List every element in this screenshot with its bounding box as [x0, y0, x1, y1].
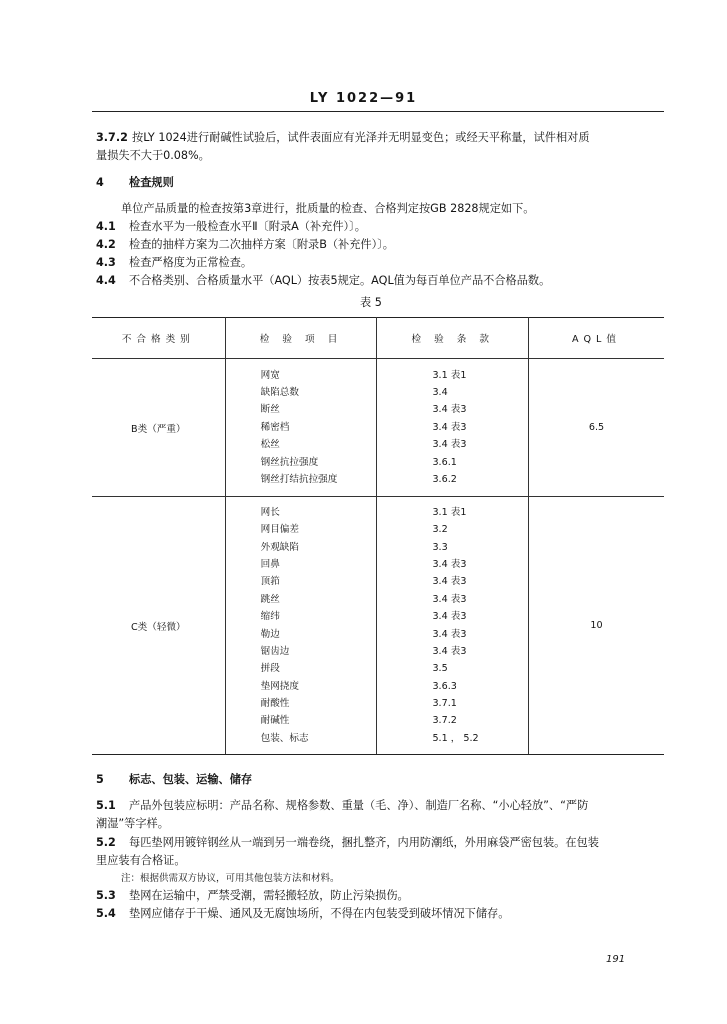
- list-item: 3.6.2: [432, 473, 457, 485]
- clause-number: 3.7.2: [96, 131, 128, 144]
- list-item: 5.1 ， 5.2: [432, 732, 479, 744]
- list-item: 稀密档: [260, 421, 290, 433]
- clause-4-3: [96, 256, 252, 270]
- list-item: 拼段: [260, 663, 280, 675]
- list-item: 3.4 表3: [432, 439, 467, 451]
- list-item: 3.2: [432, 524, 448, 536]
- list-item: 3.4: [432, 387, 448, 399]
- list-item: 缺陷总数: [260, 387, 299, 399]
- clause-4-2: [96, 238, 394, 252]
- clause-5-3: [96, 889, 409, 903]
- clause-number: 4.2: [96, 238, 116, 251]
- inspection-items-list: [227, 504, 376, 747]
- list-item: 钢丝抗拉强度: [260, 456, 319, 468]
- page-number: 191: [606, 954, 626, 965]
- list-item: 3.4 表3: [432, 593, 467, 605]
- section-4-heading: [96, 176, 174, 190]
- table-row-group-b: [92, 359, 664, 497]
- aql-cell: 10: [528, 497, 664, 755]
- clause-text: 不合格类别、合格质量水平（AQL）按表5规定。AQL值为每百单位产品不合格品数。: [129, 274, 551, 287]
- section-5-heading: [96, 773, 252, 787]
- list-item: 包装、标志: [260, 732, 309, 744]
- list-item: 缩纬: [260, 611, 280, 623]
- header-clauses: 检 验 条 款: [377, 318, 529, 359]
- list-item: 3.4 表3: [432, 421, 467, 433]
- list-item: 耐酸性: [260, 698, 290, 710]
- list-item: 回鼻: [260, 558, 280, 570]
- list-item: 3.1 表1: [432, 369, 467, 381]
- clause-number: 5.4: [96, 907, 116, 920]
- clause-5-2-line2: 里应装有合格证。: [96, 854, 186, 867]
- list-item: 3.3: [432, 541, 448, 553]
- clause-text: 产品外包装应标明：产品名称、规格参数、重量（毛、净）、制造厂名称、“小心轻放”、“严防: [129, 799, 589, 812]
- clause-5-4: [96, 907, 509, 921]
- clause-text: 检查严格度为正常检查。: [129, 256, 253, 269]
- list-item: 顶筘: [260, 576, 280, 588]
- header-category: 不合格类别: [92, 318, 225, 359]
- clause-4-4: [96, 274, 550, 288]
- header-items: 检 验 项 目: [225, 318, 377, 359]
- header-aql: AQL值: [528, 318, 664, 359]
- list-item: 3.4 表3: [432, 628, 467, 640]
- table-5: [92, 317, 664, 755]
- section-number: 5: [96, 773, 104, 786]
- clause-5-2-line1: [96, 836, 599, 850]
- clause-text: 每匹垫网用镀锌钢丝从一端到另一端卷绕，捆扎整齐，内用防潮纸，外用麻袋严密包装。在包装: [129, 836, 599, 849]
- list-item: 3.7.1: [432, 698, 457, 710]
- list-item: 网目偏差: [260, 524, 299, 536]
- list-item: 3.4 表3: [432, 645, 467, 657]
- section-number: 4: [96, 176, 104, 189]
- category-cell: B类（严重）: [92, 359, 225, 497]
- section-4-intro: 单位产品质量的检查按第3章进行，批质量的检查、合格判定按GB 2828规定如下。: [121, 202, 535, 215]
- list-item: 3.6.3: [432, 680, 457, 692]
- list-item: 3.7.2: [432, 715, 457, 727]
- list-item: 钢丝打结抗拉强度: [260, 473, 338, 485]
- category-cell: C类（轻微）: [92, 497, 225, 755]
- clause-3-7-2-line1: [96, 131, 590, 145]
- list-item: 3.4 表3: [432, 404, 467, 416]
- list-item: 3.4 表3: [432, 558, 467, 570]
- aql-cell: 6.5: [528, 359, 664, 497]
- clause-number: 4.1: [96, 220, 116, 233]
- clause-number: 5.1: [96, 799, 116, 812]
- list-item: 网长: [260, 506, 280, 518]
- inspection-clauses-list: [378, 367, 527, 489]
- list-item: 断丝: [260, 404, 280, 416]
- list-item: 3.4 表3: [432, 611, 467, 623]
- clause-number: 4.3: [96, 256, 116, 269]
- list-item: 外观缺陷: [260, 541, 299, 553]
- clause-text: 按LY 1024进行耐碱性试验后，试件表面应有光泽并无明显变色；或经天平称量，试件相对质: [132, 131, 590, 144]
- packaging-note: 注：根据供需双方协议，可用其他包装方法和材料。: [121, 873, 340, 884]
- list-item: 3.5: [432, 663, 448, 675]
- clause-number: 4.4: [96, 274, 116, 287]
- list-item: 勒边: [260, 628, 280, 640]
- list-item: 3.4 表3: [432, 576, 467, 588]
- list-item: 网宽: [260, 369, 280, 381]
- list-item: 垫网挠度: [260, 680, 299, 692]
- page-header: LY 1022—91: [309, 91, 418, 106]
- list-item: 3.1 表1: [432, 506, 467, 518]
- list-item: 3.6.1: [432, 456, 457, 468]
- table-caption: 表 5: [360, 296, 382, 309]
- clause-5-1-line1: [96, 799, 588, 813]
- list-item: 松丝: [260, 439, 280, 451]
- inspection-clauses-list: [378, 504, 527, 747]
- clause-3-7-2-line2: 量损失不大于0.08%。: [96, 149, 210, 162]
- header-rule: [92, 111, 664, 112]
- clause-4-1: [96, 220, 366, 234]
- clause-number: 5.3: [96, 889, 116, 902]
- clause-text: 检查的抽样方案为二次抽样方案〔附录B（补充件）〕。: [129, 238, 394, 251]
- clause-text: 垫网在运输中，严禁受潮，需轻搬轻放，防止污染损伤。: [129, 889, 409, 902]
- table-header-row: [92, 318, 664, 359]
- clause-text: 检查水平为一般检查水平Ⅱ〔附录A（补充件）〕。: [129, 220, 366, 233]
- clause-text: 垫网应储存于干燥、通风及无腐蚀场所，不得在内包装受到破坏情况下储存。: [129, 907, 510, 920]
- inspection-items-list: [227, 367, 376, 489]
- list-item: 锯齿边: [260, 645, 290, 657]
- clause-5-1-line2: 潮湿”等字样。: [96, 817, 169, 830]
- clause-number: 5.2: [96, 836, 116, 849]
- list-item: 耐碱性: [260, 715, 290, 727]
- table-row-group-c: [92, 497, 664, 755]
- section-title: 检查规则: [129, 176, 174, 189]
- list-item: 跳丝: [260, 593, 280, 605]
- section-title: 标志、包装、运输、储存: [129, 773, 253, 786]
